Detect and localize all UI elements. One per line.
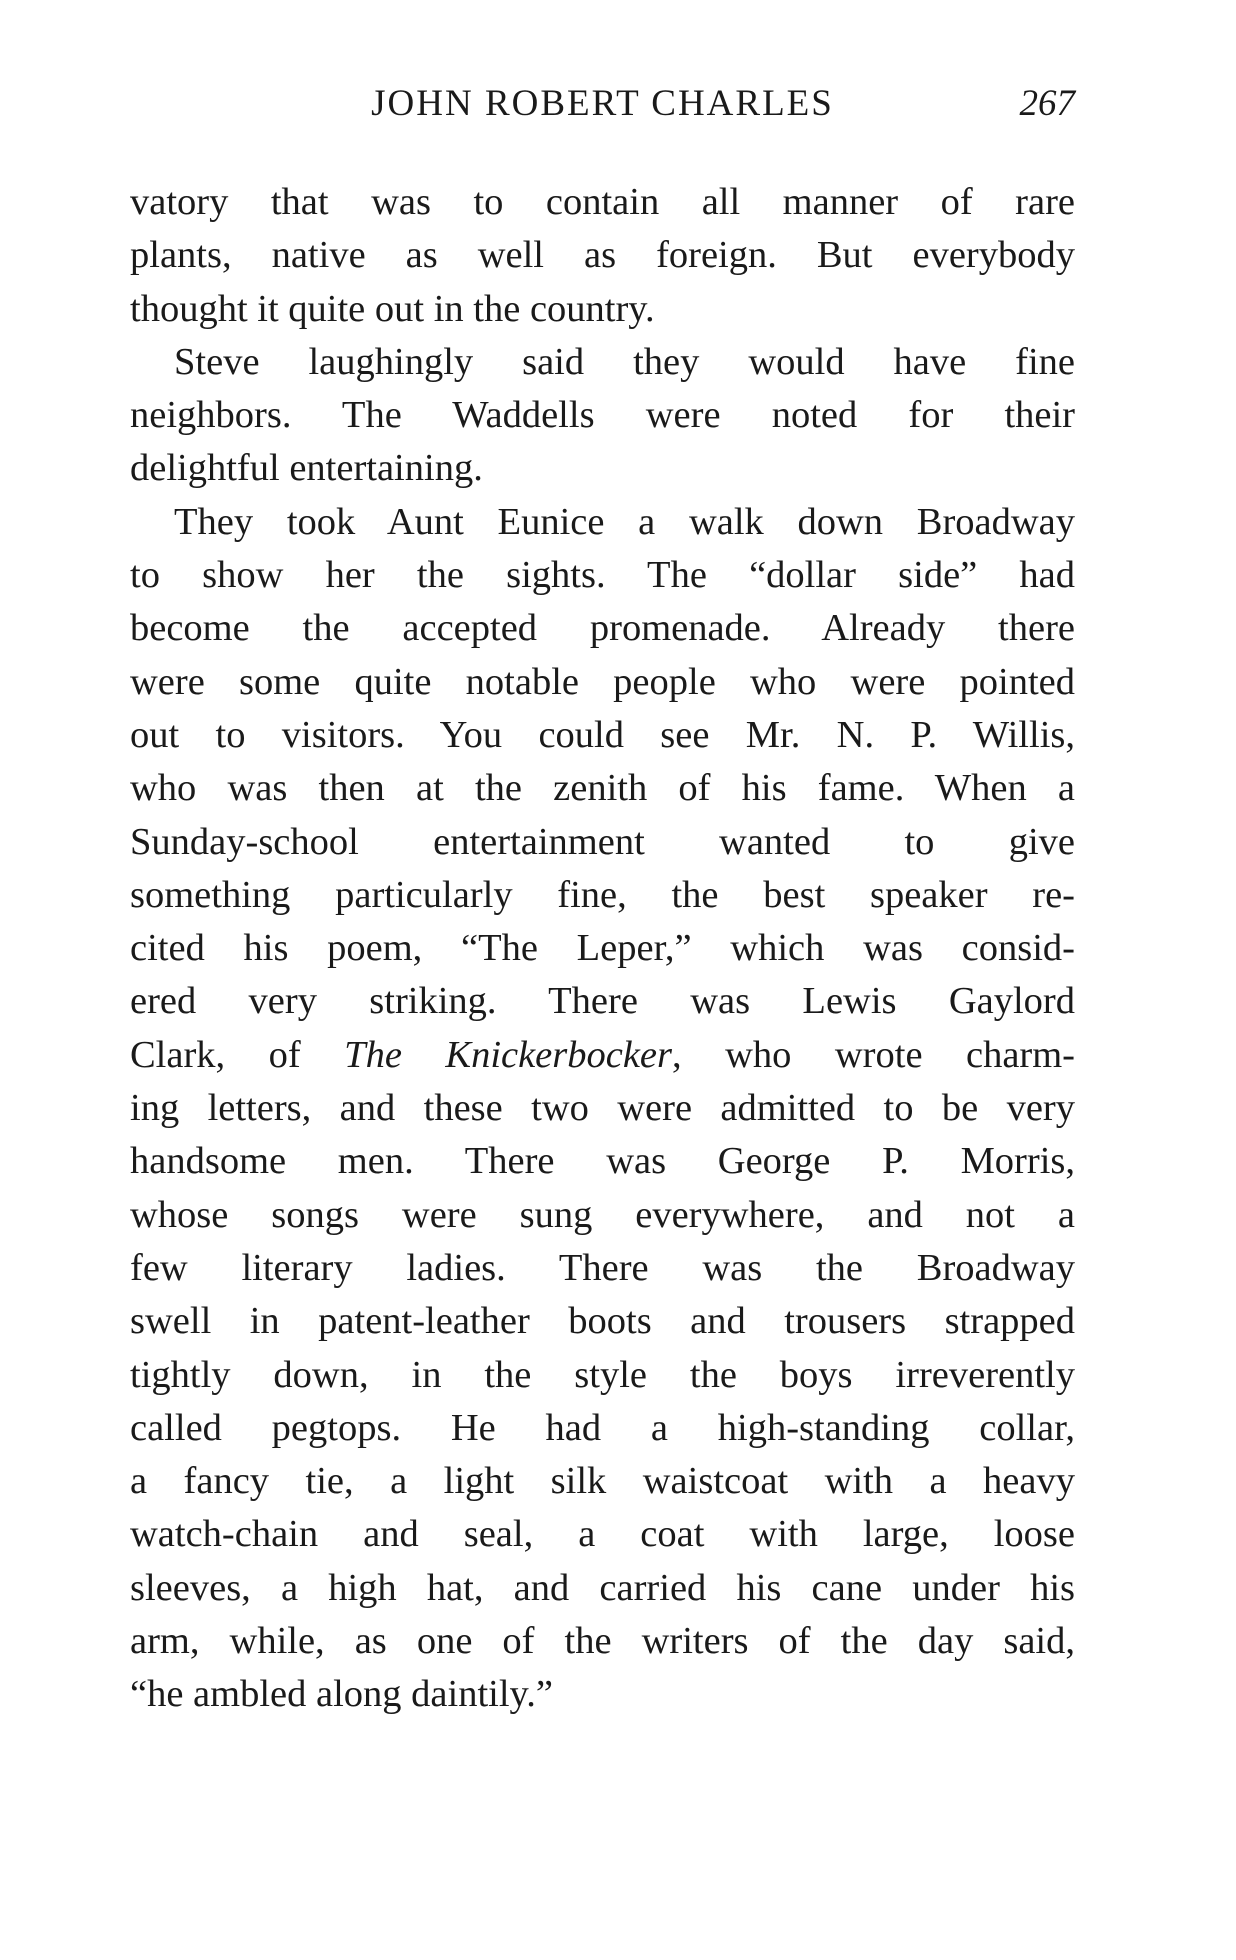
text-line: Sunday-school entertainment wanted to give [130,820,1075,863]
text-line: swell in patent-leather boots and trousers strapped [130,1300,1075,1343]
text-line: something particularly fine, the best speaker re- [130,873,1075,916]
text-line: handsome men. There was George P. Morris, [130,1140,1075,1183]
text-line: to show her the sights. The “dollar side” had [130,554,1075,597]
text-line: vatory that was to contain all manner of rare [130,181,1075,223]
text-line: cited his poem, “The Leper,” which was consid- [130,927,1075,970]
text-line: were some quite notable people who were pointed [130,660,1075,703]
text-line: few literary ladies. There was the Broadway [130,1246,1075,1289]
text-line: called pegtops. He had a high-standing collar, [130,1406,1075,1449]
page-number: 267 [1019,83,1075,124]
text-line: neighbors. The Waddells were noted for their [130,394,1075,437]
text-line: whose songs were sung everywhere, and not a [130,1193,1075,1236]
text-line: tightly down, in the style the boys irreverently [130,1353,1075,1396]
text-line-clark [130,1029,1075,1082]
periodical-title: The Knickerbocker [344,1033,673,1076]
text-line: Steve laughingly said they would have fine [174,340,1075,383]
book-page [130,78,1075,1878]
text-line: out to visitors. You could see Mr. N. P. Willis, [130,713,1075,756]
text-line: plants, native as well as foreign. But everybody [130,234,1075,277]
clark-before: Clark, of [130,1033,345,1076]
text-line: watch-chain and seal, a coat with large, loose [130,1513,1075,1556]
text-line: who was then at the zenith of his fame. When a [130,767,1075,810]
text-line: They took Aunt Eunice a walk down Broadway [174,500,1075,543]
text-line: thought it quite out in the country. [130,287,655,330]
page-header [130,78,1075,130]
body-text [130,176,1075,1722]
text-line: ered very striking. There was Lewis Gaylord [130,980,1075,1023]
text-line: a fancy tie, a light silk waistcoat with a heavy [130,1460,1075,1503]
text-line: delightful entertaining. [130,447,483,490]
clark-after: , who wrote charm- [672,1033,1076,1076]
text-line: sleeves, a high hat, and carried his cane under his [130,1566,1075,1609]
running-head: JOHN ROBERT CHARLES [371,83,834,124]
text-line: ing letters, and these two were admitted to be very [130,1087,1075,1130]
text-line: “he ambled along daintily.” [130,1673,553,1716]
text-line: become the accepted promenade. Already there [130,607,1075,650]
text-line: arm, while, as one of the writers of the day said, [130,1620,1075,1663]
